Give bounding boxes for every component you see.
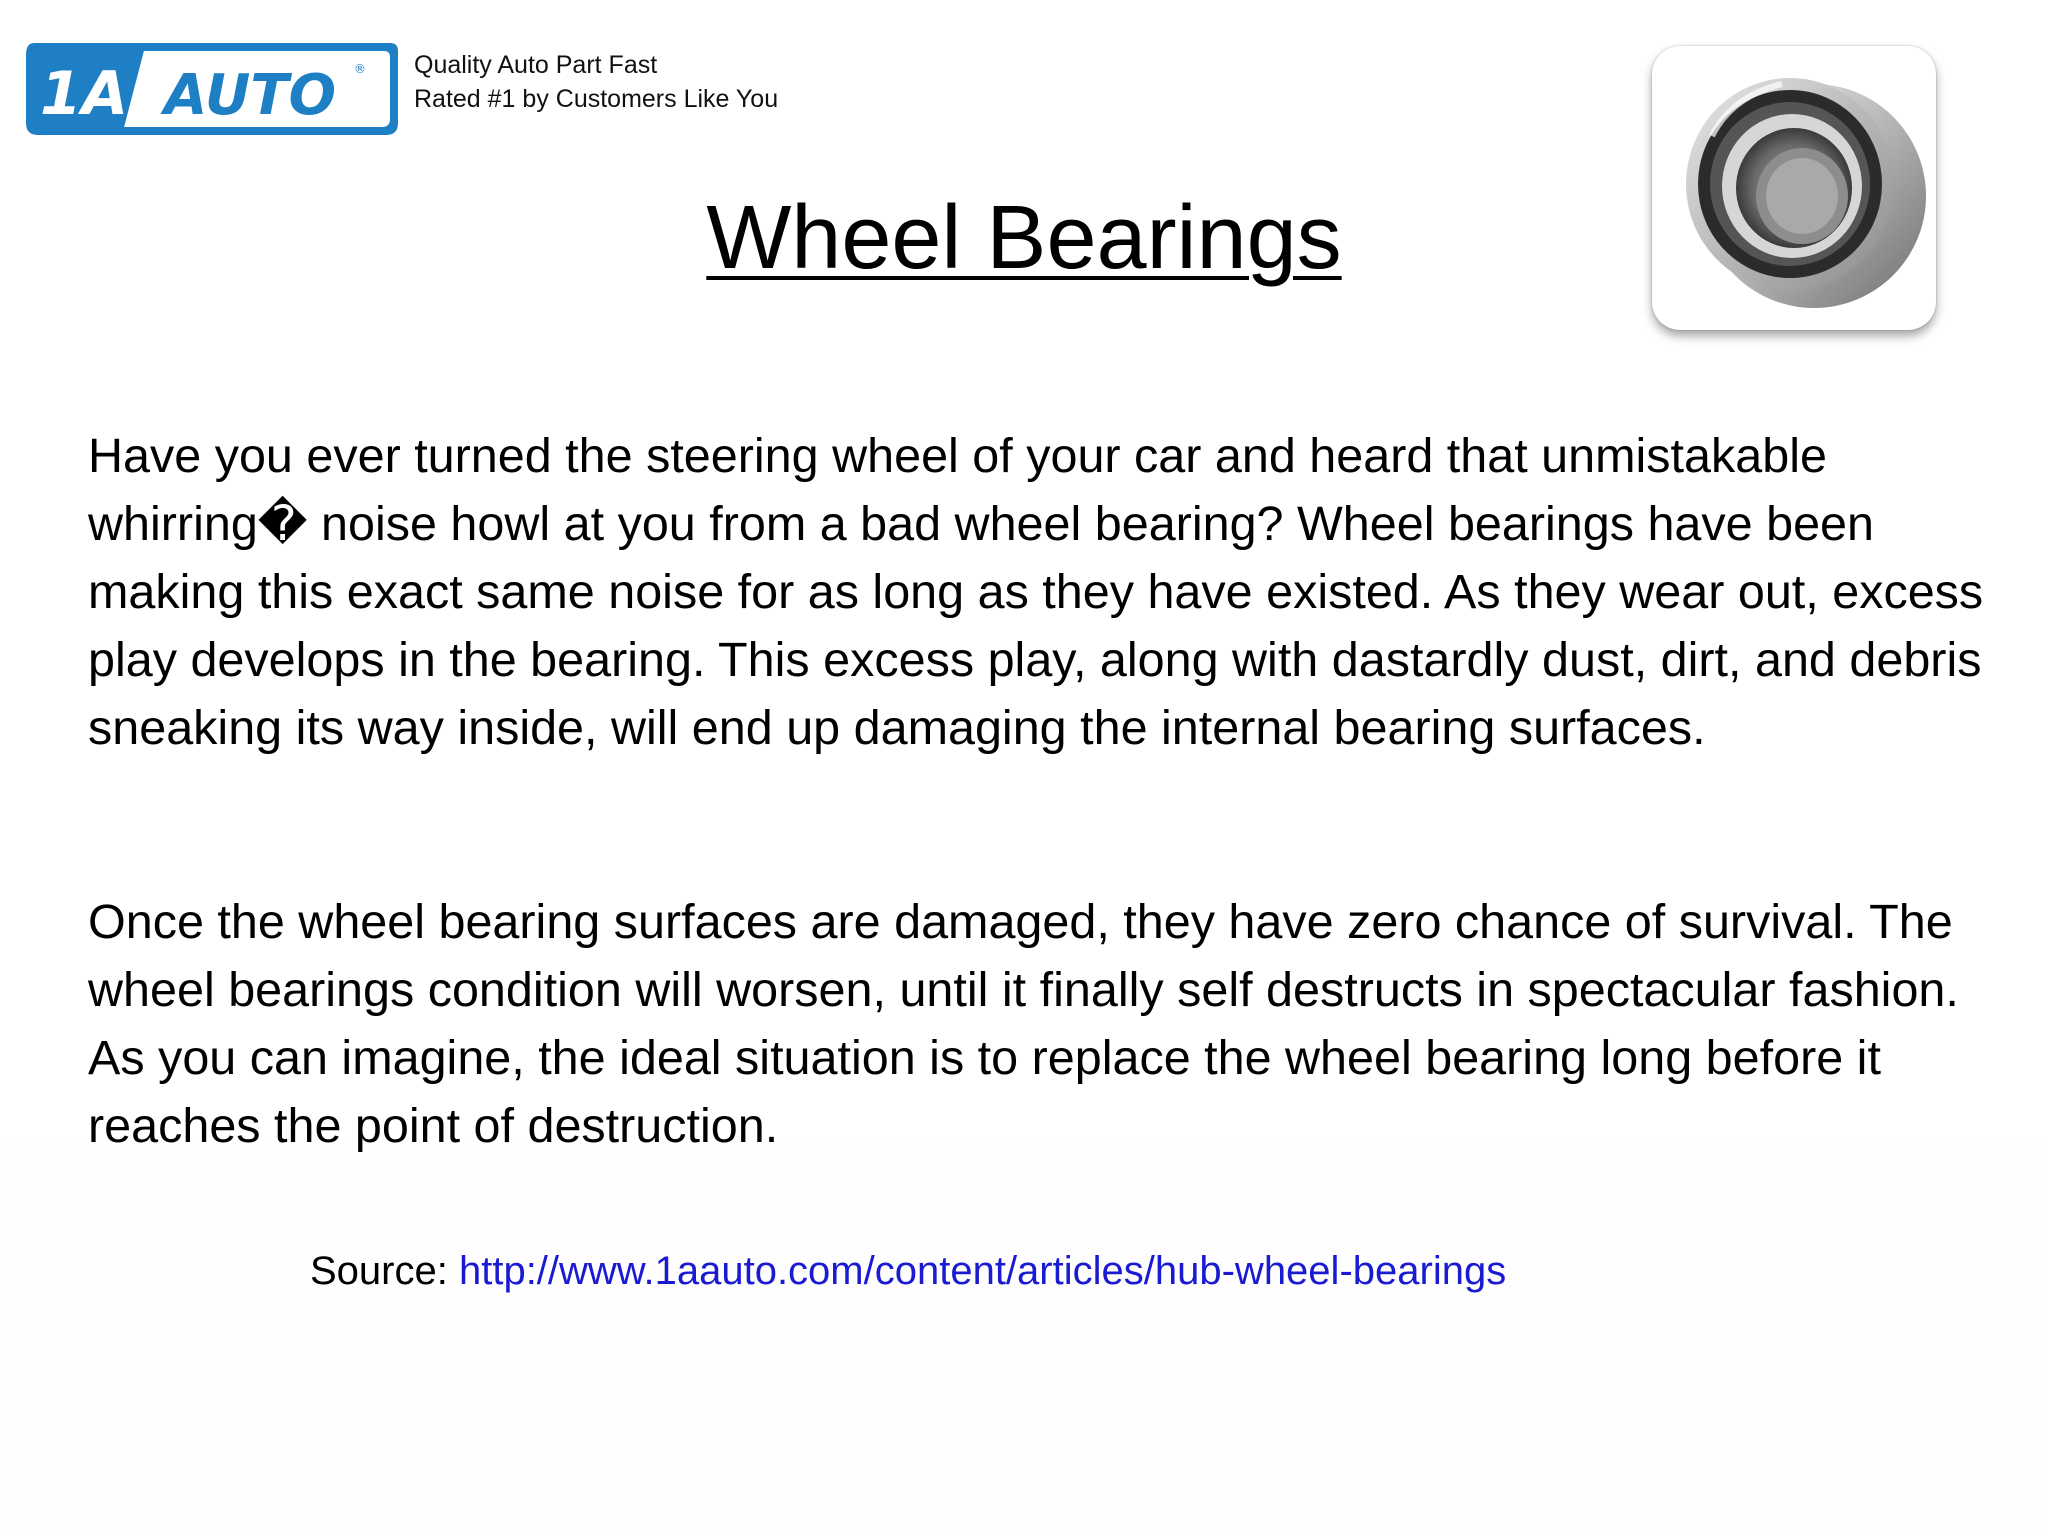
source-link[interactable]: http://www.1aauto.com/content/articles/hub-wheel-bearings	[458, 1249, 1507, 1293]
source-citation	[310, 1247, 1506, 1295]
logo-registered-mark: ®	[354, 62, 366, 76]
paragraph-1: Have you ever turned the steering wheel of your car and heard that unmistakable whirring� noise howl at you from a bad wheel bearing? Wheel bearings have been making this exact same noise for as long as they have existed. As they wear out, excess play develops in the bearing. This excess play, along with dastardly dust, dirt, and debris sneaking its way inside, will end up damaging the internal bearing surfaces.	[88, 429, 1984, 755]
tagline-line-1: Quality Auto Part Fast	[414, 51, 658, 79]
tagline	[414, 48, 778, 116]
source-label: Source:	[310, 1249, 459, 1293]
brand-logo-graphic	[24, 39, 400, 139]
tagline-line-2: Rated #1 by Customers Like You	[414, 85, 779, 113]
logo-text-auto: AUTO	[164, 63, 337, 128]
page-title-text: Wheel Bearings	[706, 188, 1342, 288]
paragraph-2: Once the wheel bearing surfaces are damaged, they have zero chance of survival. The wheel bearings condition will worsen, until it finally self destructs in spectacular fashion. As you can imagine, the ideal situation is to replace the wheel bearing long before it reaches the point of destruction.	[88, 895, 1959, 1153]
logo-text-1a: 1A	[40, 59, 129, 129]
brand-logo[interactable]	[24, 39, 400, 139]
page-title	[0, 188, 2048, 288]
